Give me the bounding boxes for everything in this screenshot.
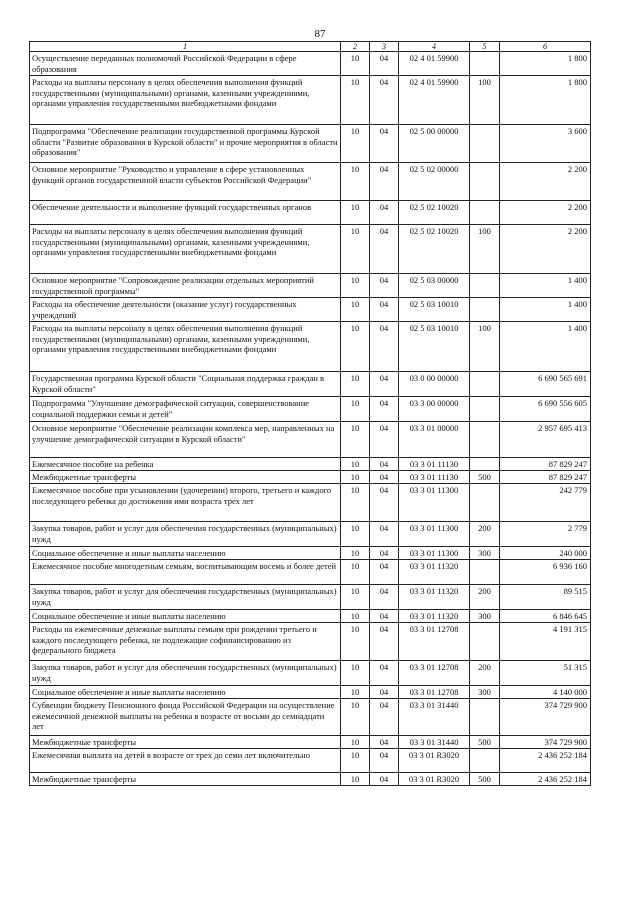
amount-cell: 1 400	[500, 274, 591, 298]
table-row	[30, 125, 591, 163]
section-code-cell: 10	[341, 52, 370, 76]
target-item-code-cell: 03 3 01 31440	[399, 736, 470, 749]
subsection-code-cell: 04	[370, 686, 399, 699]
expense-name-cell: Расходы на обеспечение деятельности (оказание услуг) государственных учреждений	[30, 298, 341, 322]
section-code-cell: 10	[341, 298, 370, 322]
section-code-cell: 10	[341, 422, 370, 458]
section-code-cell: 10	[341, 522, 370, 547]
section-code-cell: 10	[341, 547, 370, 560]
expense-name-cell: Субвенции бюджету Пенсионного фонда Российской Федерации на осуществление ежемесячной денежной выплаты на ребенка в возрасте от восьми до семнадцати лет	[30, 699, 341, 736]
subsection-code-cell: 04	[370, 623, 399, 661]
expense-type-code-cell	[470, 458, 500, 471]
expense-name-cell: Обеспечение деятельности и выполнение функций государственных органов	[30, 201, 341, 225]
target-item-code-cell: 03 3 01 11130	[399, 458, 470, 471]
expense-type-code-cell: 200	[470, 585, 500, 610]
table-row	[30, 76, 591, 125]
target-item-code-cell: 02 4 01 59900	[399, 52, 470, 76]
amount-cell: 2 957 695 413	[500, 422, 591, 458]
section-code-cell: 10	[341, 484, 370, 522]
expense-name-cell: Социальное обеспечение и иные выплаты населению	[30, 610, 341, 623]
expense-name-cell: Социальное обеспечение и иные выплаты населению	[30, 686, 341, 699]
amount-cell: 2 200	[500, 201, 591, 225]
subsection-code-cell: 04	[370, 52, 399, 76]
column-header: 1	[30, 42, 341, 52]
table-row	[30, 163, 591, 201]
subsection-code-cell: 04	[370, 372, 399, 397]
expense-type-code-cell	[470, 397, 500, 422]
target-item-code-cell: 03 3 01 11320	[399, 585, 470, 610]
amount-cell: 89 515	[500, 585, 591, 610]
expense-type-code-cell: 300	[470, 547, 500, 560]
target-item-code-cell: 03 3 01 11130	[399, 471, 470, 484]
section-code-cell: 10	[341, 458, 370, 471]
expense-name-cell: Расходы на выплаты персоналу в целях обеспечения выполнения функций государственными (муниципальными) органами, казенными учреждениями, органами управления государственными внебюджетными фондами	[30, 76, 341, 125]
target-item-code-cell: 03 3 01 12708	[399, 686, 470, 699]
section-code-cell: 10	[341, 274, 370, 298]
table-row	[30, 201, 591, 225]
amount-cell: 2 436 252 184	[500, 749, 591, 773]
section-code-cell: 10	[341, 773, 370, 786]
section-code-cell: 10	[341, 225, 370, 274]
expense-name-cell: Ежемесячное пособие на ребенка	[30, 458, 341, 471]
table-row	[30, 422, 591, 458]
amount-cell: 3 600	[500, 125, 591, 163]
subsection-code-cell: 04	[370, 201, 399, 225]
table-row	[30, 397, 591, 422]
expense-type-code-cell	[470, 52, 500, 76]
expense-type-code-cell	[470, 163, 500, 201]
expense-name-cell: Государственная программа Курской области "Социальная поддержка граждан в Курской области"	[30, 372, 341, 397]
amount-cell: 51 315	[500, 661, 591, 686]
expense-name-cell: Основное мероприятие "Сопровождение реализации отдельных мероприятий государственной программы"	[30, 274, 341, 298]
section-code-cell: 10	[341, 623, 370, 661]
subsection-code-cell: 04	[370, 125, 399, 163]
subsection-code-cell: 04	[370, 773, 399, 786]
expense-type-code-cell	[470, 274, 500, 298]
amount-cell: 4 191 315	[500, 623, 591, 661]
amount-cell: 2 779	[500, 522, 591, 547]
subsection-code-cell: 04	[370, 458, 399, 471]
amount-cell: 6 690 556 605	[500, 397, 591, 422]
table-row	[30, 749, 591, 773]
expense-name-cell: Социальное обеспечение и иные выплаты населению	[30, 547, 341, 560]
section-code-cell: 10	[341, 471, 370, 484]
target-item-code-cell: 03 0 00 00000	[399, 372, 470, 397]
target-item-code-cell: 02 5 03 10010	[399, 298, 470, 322]
amount-cell: 240 000	[500, 547, 591, 560]
expense-name-cell: Закупка товаров, работ и услуг для обеспечения государственных (муниципальных) нужд	[30, 585, 341, 610]
target-item-code-cell: 03 3 01 11300	[399, 484, 470, 522]
amount-cell: 374 729 900	[500, 699, 591, 736]
amount-cell: 1 800	[500, 76, 591, 125]
expense-type-code-cell	[470, 749, 500, 773]
column-header: 5	[470, 42, 500, 52]
amount-cell: 374 729 900	[500, 736, 591, 749]
expense-type-code-cell: 300	[470, 686, 500, 699]
target-item-code-cell: 02 5 00 00000	[399, 125, 470, 163]
target-item-code-cell: 02 5 03 10010	[399, 322, 470, 372]
section-code-cell: 10	[341, 76, 370, 125]
expense-type-code-cell: 300	[470, 610, 500, 623]
amount-cell: 4 140 000	[500, 686, 591, 699]
expense-type-code-cell	[470, 125, 500, 163]
target-item-code-cell: 03 3 01 11300	[399, 547, 470, 560]
section-code-cell: 10	[341, 585, 370, 610]
section-code-cell: 10	[341, 125, 370, 163]
subsection-code-cell: 04	[370, 522, 399, 547]
amount-cell: 2 200	[500, 225, 591, 274]
table-row	[30, 661, 591, 686]
subsection-code-cell: 04	[370, 274, 399, 298]
subsection-code-cell: 04	[370, 610, 399, 623]
expense-name-cell: Расходы на выплаты персоналу в целях обеспечения выполнения функций государственными (муниципальными) органами, казенными учреждениями, органами управления государственными внебюджетными фондами	[30, 322, 341, 372]
section-code-cell: 10	[341, 699, 370, 736]
target-item-code-cell: 02 5 02 10020	[399, 201, 470, 225]
subsection-code-cell: 04	[370, 585, 399, 610]
section-code-cell: 10	[341, 322, 370, 372]
amount-cell: 1 800	[500, 52, 591, 76]
table-row	[30, 372, 591, 397]
expense-name-cell: Основное мероприятие "Обеспечение реализации комплекса мер, направленных на улучшение демографической ситуации в Курской области"	[30, 422, 341, 458]
table-row	[30, 522, 591, 547]
expense-type-code-cell	[470, 623, 500, 661]
amount-cell: 87 829 247	[500, 458, 591, 471]
table-row	[30, 458, 591, 471]
target-item-code-cell: 02 5 02 00000	[399, 163, 470, 201]
table-row	[30, 699, 591, 736]
expense-name-cell: Межбюджетные трансферты	[30, 736, 341, 749]
expense-type-code-cell: 200	[470, 661, 500, 686]
subsection-code-cell: 04	[370, 471, 399, 484]
amount-cell: 6 846 645	[500, 610, 591, 623]
table-row	[30, 560, 591, 585]
column-header: 2	[341, 42, 370, 52]
target-item-code-cell: 03 3 01 00000	[399, 422, 470, 458]
expense-name-cell: Межбюджетные трансферты	[30, 773, 341, 786]
target-item-code-cell: 03 3 01 11320	[399, 560, 470, 585]
subsection-code-cell: 04	[370, 225, 399, 274]
table-row	[30, 686, 591, 699]
table-row	[30, 274, 591, 298]
section-code-cell: 10	[341, 560, 370, 585]
section-code-cell: 10	[341, 372, 370, 397]
expense-name-cell: Подпрограмма "Улучшение демографической ситуации, совершенствование социальной поддержки семьи и детей"	[30, 397, 341, 422]
target-item-code-cell: 02 4 01 59900	[399, 76, 470, 125]
section-code-cell: 10	[341, 610, 370, 623]
amount-cell: 242 779	[500, 484, 591, 522]
amount-cell: 2 200	[500, 163, 591, 201]
amount-cell: 87 829 247	[500, 471, 591, 484]
section-code-cell: 10	[341, 397, 370, 422]
target-item-code-cell: 03 3 01 12708	[399, 623, 470, 661]
page-number: 87	[314, 28, 326, 40]
expense-name-cell: Межбюджетные трансферты	[30, 471, 341, 484]
table-row	[30, 225, 591, 274]
section-code-cell: 10	[341, 686, 370, 699]
subsection-code-cell: 04	[370, 736, 399, 749]
expense-type-code-cell: 500	[470, 773, 500, 786]
table-row	[30, 610, 591, 623]
expense-name-cell: Ежемесячное пособие многодетным семьям, воспитывающим восемь и более детей	[30, 560, 341, 585]
subsection-code-cell: 04	[370, 547, 399, 560]
target-item-code-cell: 02 5 02 10020	[399, 225, 470, 274]
expense-name-cell: Ежемесячное пособие при усыновлении (удочерении) второго, третьего и каждого последующего ребенка до достижения ими возраста трех лет	[30, 484, 341, 522]
expense-name-cell: Расходы на выплаты персоналу в целях обеспечения выполнения функций государственными (муниципальными) органами, казенными учреждениями, органами управления государственными внебюджетными фондами	[30, 225, 341, 274]
table-row	[30, 773, 591, 786]
expense-name-cell: Основное мероприятие "Руководство и управление в сфере установленных функций органов государственной власти субъектов Российской Федерации"	[30, 163, 341, 201]
section-code-cell: 10	[341, 201, 370, 225]
column-header: 3	[370, 42, 399, 52]
target-item-code-cell: 03 3 01 R3020	[399, 749, 470, 773]
amount-cell: 1 400	[500, 322, 591, 372]
subsection-code-cell: 04	[370, 322, 399, 372]
table-row	[30, 298, 591, 322]
expense-type-code-cell	[470, 484, 500, 522]
subsection-code-cell: 04	[370, 397, 399, 422]
column-header: 6	[500, 42, 591, 52]
expense-type-code-cell: 100	[470, 76, 500, 125]
target-item-code-cell: 03 3 01 11320	[399, 610, 470, 623]
target-item-code-cell: 03 3 01 R3020	[399, 773, 470, 786]
expense-name-cell: Подпрограмма "Обеспечение реализации государственной программы Курской области "Развитие образования в Курской области" и прочие мероприятия в области образования"	[30, 125, 341, 163]
column-header: 4	[399, 42, 470, 52]
section-code-cell: 10	[341, 736, 370, 749]
table-row	[30, 585, 591, 610]
expense-type-code-cell: 500	[470, 736, 500, 749]
expense-type-code-cell: 100	[470, 225, 500, 274]
subsection-code-cell: 04	[370, 298, 399, 322]
amount-cell: 2 436 252 184	[500, 773, 591, 786]
amount-cell: 1 400	[500, 298, 591, 322]
section-code-cell: 10	[341, 163, 370, 201]
subsection-code-cell: 04	[370, 560, 399, 585]
target-item-code-cell: 03 3 01 11300	[399, 522, 470, 547]
section-code-cell: 10	[341, 661, 370, 686]
subsection-code-cell: 04	[370, 661, 399, 686]
expense-name-cell: Расходы на ежемесячные денежные выплаты семьям при рождении третьего и каждого последующего ребенка, не подлежащие софинансированию из федерального бюджета	[30, 623, 341, 661]
amount-cell: 6 936 160	[500, 560, 591, 585]
subsection-code-cell: 04	[370, 76, 399, 125]
expense-type-code-cell: 200	[470, 522, 500, 547]
expense-type-code-cell: 500	[470, 471, 500, 484]
expense-type-code-cell	[470, 422, 500, 458]
target-item-code-cell: 03 3 01 31440	[399, 699, 470, 736]
table-row	[30, 52, 591, 76]
budget-table	[29, 41, 591, 786]
expense-type-code-cell	[470, 372, 500, 397]
amount-cell: 6 690 565 691	[500, 372, 591, 397]
table-row	[30, 484, 591, 522]
section-code-cell: 10	[341, 749, 370, 773]
table-row	[30, 322, 591, 372]
target-item-code-cell: 03 3 00 00000	[399, 397, 470, 422]
expense-name-cell: Ежемесячная выплата на детей в возрасте от трех до семи лет включительно	[30, 749, 341, 773]
target-item-code-cell: 03 3 01 12708	[399, 661, 470, 686]
expense-name-cell: Закупка товаров, работ и услуг для обеспечения государственных (муниципальных) нужд	[30, 522, 341, 547]
column-header-row	[30, 42, 591, 52]
table-row	[30, 471, 591, 484]
subsection-code-cell: 04	[370, 484, 399, 522]
table-row	[30, 736, 591, 749]
expense-type-code-cell: 100	[470, 322, 500, 372]
expense-type-code-cell	[470, 298, 500, 322]
expense-type-code-cell	[470, 560, 500, 585]
expense-type-code-cell	[470, 201, 500, 225]
subsection-code-cell: 04	[370, 422, 399, 458]
expense-name-cell: Закупка товаров, работ и услуг для обеспечения государственных (муниципальных) нужд	[30, 661, 341, 686]
table-row	[30, 623, 591, 661]
expense-name-cell: Осуществление переданных полномочий Российской Федерации в сфере образования	[30, 52, 341, 76]
subsection-code-cell: 04	[370, 163, 399, 201]
target-item-code-cell: 02 5 03 00000	[399, 274, 470, 298]
subsection-code-cell: 04	[370, 749, 399, 773]
expense-type-code-cell	[470, 699, 500, 736]
table-row	[30, 547, 591, 560]
subsection-code-cell: 04	[370, 699, 399, 736]
